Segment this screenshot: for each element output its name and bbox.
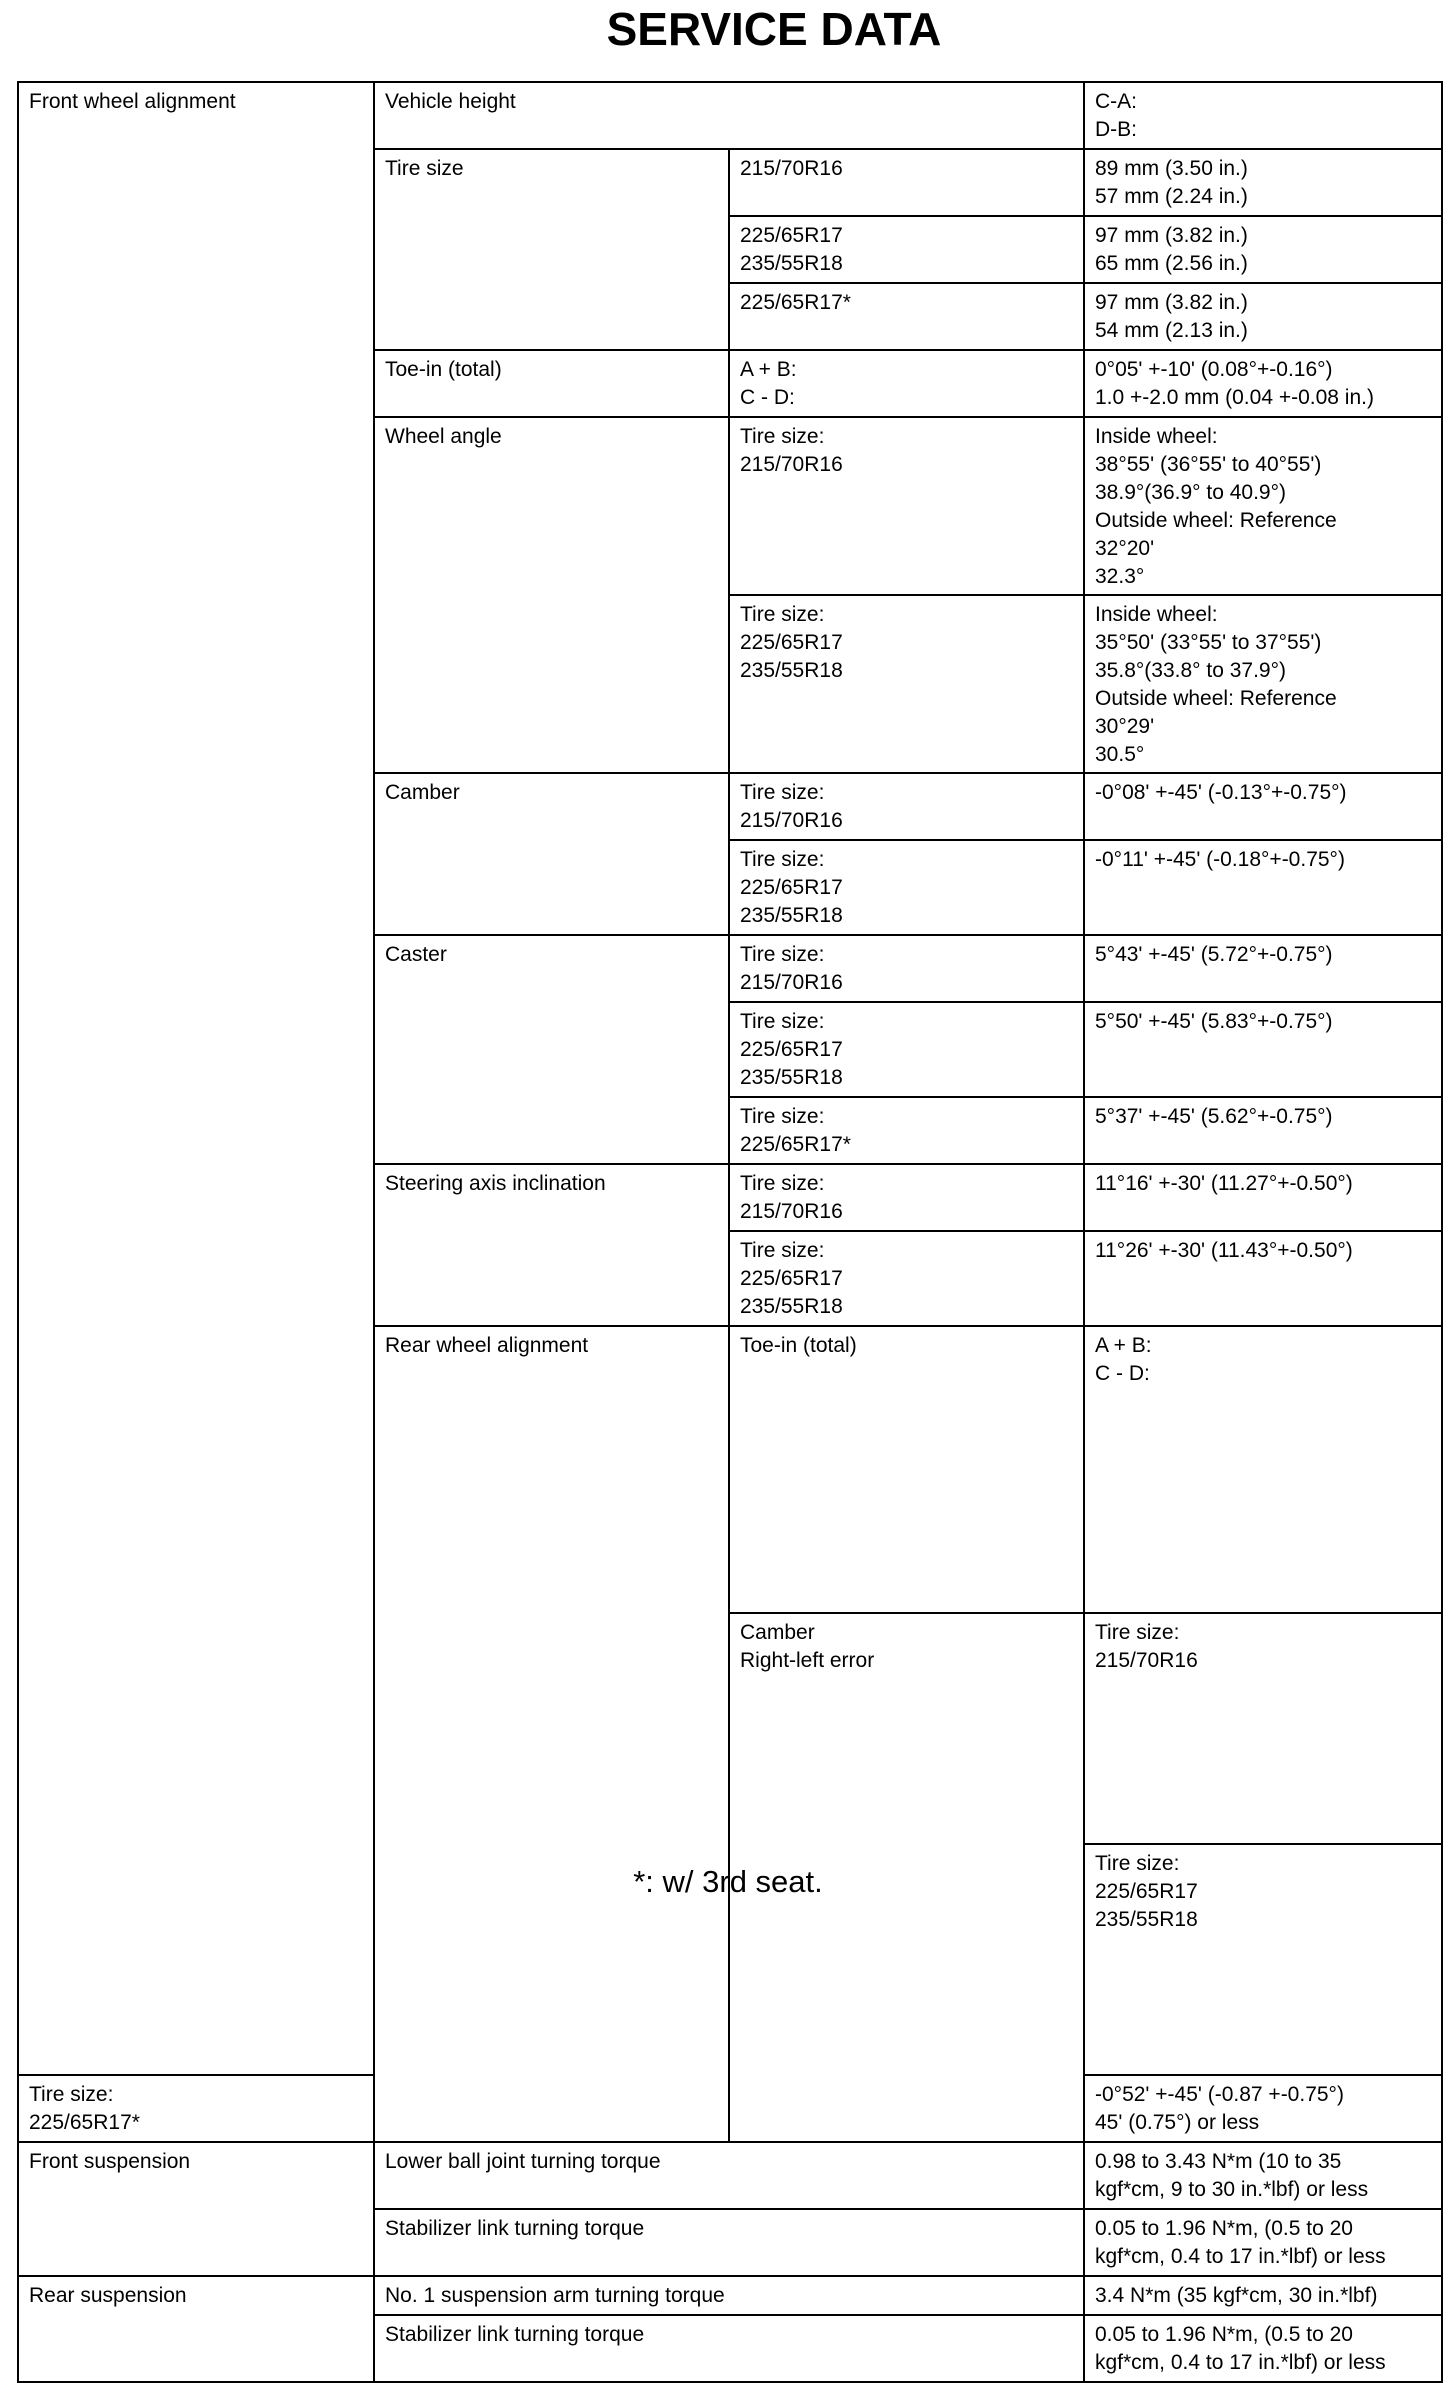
- item-label: Camber: [374, 773, 729, 935]
- spec-value: -0°52' +-45' (-0.87 +-0.75°) 45' (0.75°) or less: [1084, 2075, 1442, 2142]
- table-row: [18, 2142, 1442, 2209]
- condition-cell: Tire size: 225/65R17*: [729, 1097, 1084, 1164]
- item-label: Stabilizer link turning torque: [374, 2209, 1084, 2276]
- spec-value: 0.98 to 3.43 N*m (10 to 35 kgf*cm, 9 to 30 in.*lbf) or less: [1084, 2142, 1442, 2209]
- spec-value: 0.05 to 1.96 N*m, (0.5 to 20 kgf*cm, 0.4 to 17 in.*lbf) or less: [1084, 2209, 1442, 2276]
- condition-cell: 225/65R17*: [729, 283, 1084, 350]
- item-label: Tire size: [374, 149, 729, 350]
- item-label: Toe-in (total): [729, 1326, 1084, 1613]
- spec-value: 97 mm (3.82 in.) 65 mm (2.56 in.): [1084, 216, 1442, 283]
- condition-cell: Tire size: 215/70R16: [729, 773, 1084, 840]
- item-label: Steering axis inclination: [374, 1164, 729, 1326]
- item-label: Wheel angle: [374, 417, 729, 773]
- condition-cell: Tire size: 215/70R16: [729, 1164, 1084, 1231]
- section-label: Front wheel alignment: [18, 82, 374, 2075]
- section-label: Rear suspension: [18, 2276, 374, 2382]
- item-label: Vehicle height: [374, 82, 1084, 149]
- spec-value: -0°08' +-45' (-0.13°+-0.75°): [1084, 773, 1442, 840]
- section-label: Front suspension: [18, 2142, 374, 2276]
- spec-value: 5°50' +-45' (5.83°+-0.75°): [1084, 1002, 1442, 1097]
- condition-cell: 215/70R16: [729, 149, 1084, 216]
- spec-value: 11°26' +-30' (11.43°+-0.50°): [1084, 1231, 1442, 1326]
- condition-cell: Tire size: 225/65R17 235/55R18: [729, 1231, 1084, 1326]
- spec-value: Inside wheel: 35°50' (33°55' to 37°55') 35.8°(33.8° to 37.9°) Outside wheel: Reference 30°29' 30.5°: [1084, 595, 1442, 773]
- item-label: Lower ball joint turning torque: [374, 2142, 1084, 2209]
- condition-cell: A + B: C - D:: [1084, 1326, 1442, 1613]
- item-label: No. 1 suspension arm turning torque: [374, 2276, 1084, 2315]
- section-label: Rear wheel alignment: [374, 1326, 729, 2142]
- item-label: Stabilizer link turning torque: [374, 2315, 1084, 2382]
- condition-cell: Tire size: 215/70R16: [729, 417, 1084, 595]
- spec-value: 97 mm (3.82 in.) 54 mm (2.13 in.): [1084, 283, 1442, 350]
- spec-value: 5°43' +-45' (5.72°+-0.75°): [1084, 935, 1442, 1002]
- condition-cell: Tire size: 225/65R17 235/55R18: [729, 840, 1084, 935]
- spec-value: C-A: D-B:: [1084, 82, 1442, 149]
- condition-cell: 225/65R17 235/55R18: [729, 216, 1084, 283]
- item-label: Camber Right-left error: [729, 1613, 1084, 2142]
- spec-value: Inside wheel: 38°55' (36°55' to 40°55') 38.9°(36.9° to 40.9°) Outside wheel: Reference 32°20' 32.3°: [1084, 417, 1442, 595]
- condition-cell: Tire size: 225/65R17*: [18, 2075, 374, 2142]
- condition-cell: Tire size: 215/70R16: [1084, 1613, 1442, 1844]
- table-row: [18, 2276, 1442, 2315]
- spec-value: 0°05' +-10' (0.08°+-0.16°) 1.0 +-2.0 mm (0.04 +-0.08 in.): [1084, 350, 1442, 417]
- condition-cell: Tire size: 225/65R17 235/55R18: [1084, 1844, 1442, 2075]
- spec-value: -0°11' +-45' (-0.18°+-0.75°): [1084, 840, 1442, 935]
- service-data-table: [17, 81, 1443, 2383]
- spec-value: 0.05 to 1.96 N*m, (0.5 to 20 kgf*cm, 0.4 to 17 in.*lbf) or less: [1084, 2315, 1442, 2382]
- item-label: Toe-in (total): [374, 350, 729, 417]
- page-title: SERVICE DATA: [606, 3, 942, 55]
- table-row: [18, 82, 1442, 149]
- condition-cell: Tire size: 215/70R16: [729, 935, 1084, 1002]
- item-label: Caster: [374, 935, 729, 1164]
- spec-value: 89 mm (3.50 in.) 57 mm (2.24 in.): [1084, 149, 1442, 216]
- condition-cell: Tire size: 225/65R17 235/55R18: [729, 1002, 1084, 1097]
- spec-value: 5°37' +-45' (5.62°+-0.75°): [1084, 1097, 1442, 1164]
- condition-cell: Tire size: 225/65R17 235/55R18: [729, 595, 1084, 773]
- spec-value: 3.4 N*m (35 kgf*cm, 30 in.*lbf): [1084, 2276, 1442, 2315]
- spec-value: 11°16' +-30' (11.27°+-0.50°): [1084, 1164, 1442, 1231]
- condition-cell: A + B: C - D:: [729, 350, 1084, 417]
- footnote: *: w/ 3rd seat.: [633, 1864, 823, 1899]
